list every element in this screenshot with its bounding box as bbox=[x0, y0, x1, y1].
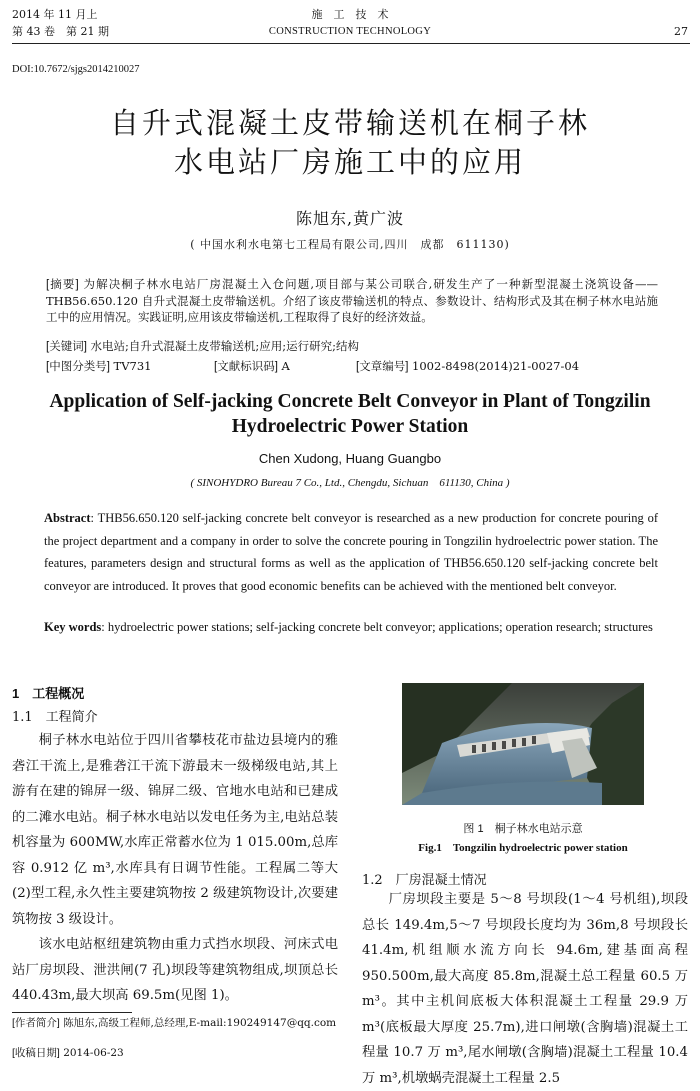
abstract-cn bbox=[46, 276, 658, 325]
footnote-author-label: [作者简介] bbox=[12, 1017, 60, 1029]
section-1-1-heading: 1.1 工程简介 bbox=[12, 710, 98, 725]
right-para: 厂房坝段主要是 5～8 号坝段(1～4 号机组),坝段总长 149.4m,5～7 号坝段长度均为 36m,8 号坝段长 41.4m,机组顺水流方向长 94.6m,建基面高程 950.500m,最大高度 85.8m,混凝土总工程量 60.5 万 m³。其中主机间底板大体积混凝土工程量 29.9 万 m³(底板最大厚度 25.7m),进口闸墩(含胸墙)混凝土工程量 10.7 万 m³,尾水闸墩(含胸墙)混凝土工程量 10.4 万 m³,机墩蜗壳混凝土工程量 2.5 bbox=[362, 892, 688, 1086]
figure-1-image bbox=[402, 683, 644, 805]
left-para-2: 该水电站枢纽建筑物由重力式挡水坝段、河床式电站厂房坝段、泄洪闸(7 孔)坝段等建筑物组成,坝顶总长 440.43m,最大坝高 69.5m(见图 1)。 bbox=[12, 937, 338, 1003]
header-journal-cn: 施 工 技 术 bbox=[311, 8, 389, 21]
abstract-en-text: : THB56.650.120 self-jacking concrete belt conveyor is researched as a new production for concrete pouring of the project department and a company in order to solve the concrete pouring in Tongzilin hydroelectric power station. The features, parameters design and structural forms as well as the application of THB56.650.120 self-jacking concrete belt conveyor are introduced. It proves that good economic benefits can be achieved with the mentioned belt conveyor. bbox=[44, 511, 658, 593]
title-cn-line1: 自升式混凝土皮带输送机在桐子林 bbox=[109, 106, 590, 140]
article-number-value: 1002-8498(2014)21-0027-04 bbox=[412, 359, 580, 373]
authors-en: Chen Xudong, Huang Guangbo bbox=[258, 451, 442, 466]
article-number-label: [文章编号] bbox=[356, 361, 409, 373]
hydropower-station-illustration bbox=[402, 683, 644, 805]
keywords-en bbox=[44, 616, 658, 639]
affiliation-en: ( SINOHYDRO Bureau 7 Co., Ltd., Chengdu, Sichuan 611130, China ) bbox=[190, 477, 510, 489]
footnote-author-text: 陈旭东,高级工程师,总经理,E-mail:190249147@qq.com bbox=[63, 1017, 337, 1029]
header-volume: 第 43 卷 第 21 期 bbox=[12, 25, 109, 38]
keywords-cn-label: [关键词] bbox=[46, 341, 87, 353]
authors-cn: 陈旭东,黄广波 bbox=[295, 209, 405, 228]
abstract-cn-label: [摘要] bbox=[46, 279, 79, 291]
title-cn-line2: 水电站厂房施工中的应用 bbox=[173, 145, 526, 179]
keywords-cn bbox=[46, 338, 658, 355]
doc-code-value: A bbox=[281, 359, 290, 373]
header-journal-en: CONSTRUCTION TECHNOLOGY bbox=[268, 26, 432, 37]
keywords-cn-text: 水电站;自升式混凝土皮带输送机;应用;运行研究;结构 bbox=[90, 339, 360, 353]
doc-code bbox=[214, 358, 290, 375]
abstract-en-label: Abstract bbox=[44, 511, 91, 525]
article-number bbox=[356, 358, 579, 375]
clc-label: [中图分类号] bbox=[46, 361, 110, 373]
abstract-en bbox=[44, 507, 658, 597]
header-rule bbox=[12, 43, 690, 44]
keywords-en-label: Key words bbox=[44, 620, 102, 634]
footnote-received bbox=[12, 1046, 124, 1061]
section-1-heading: 1 工程概况 bbox=[12, 686, 85, 701]
abstract-cn-text: 为解决桐子林水电站厂房混凝土入仓问题,项目部与某公司联合,研发生产了一种新型混凝土浇筑设备——THB56.650.120 自升式混凝土皮带输送机。介绍了该皮带输送机的特点、参数设计、结构形式及其在桐子林水电站施工中的应用情况。实践证明,应用该皮带输送机,工程取得了良好的经济效益。 bbox=[46, 277, 659, 324]
affiliation-cn: ( 中国水利水电第七工程局有限公司,四川 成都 611130) bbox=[190, 238, 510, 251]
section-1-2-heading: 1.2 厂房混凝土情况 bbox=[362, 873, 487, 888]
doi: DOI:10.7672/sjgs2014210027 bbox=[12, 64, 140, 75]
left-para-1: 桐子林水电站位于四川省攀枝花市盐边县境内的雅砻江干流上,是雅砻江干流下游最末一级梯级电站,其上游有在建的锦屏一级、锦屏二级、官地水电站和已建成的二滩水电站。桐子林水电站以发电任务为主,电站总装机容量为 600MW,水库正常蓄水位为 1 015.00m,总库容 0.912 亿 m³,水库具有日调节性能。工程属二等大(2)型工程,永久性主要建筑物按 2 级建筑物设计,次要建筑物按 3 级设计。 bbox=[12, 733, 338, 927]
header-date: 2014 年 11 月上 bbox=[12, 8, 98, 21]
footnote-received-label: [收稿日期] bbox=[12, 1047, 60, 1059]
clc-value: TV731 bbox=[113, 359, 152, 373]
doc-code-label: [文献标识码] bbox=[214, 361, 278, 373]
footnote-author bbox=[12, 1016, 338, 1031]
footnote-rule bbox=[12, 1012, 132, 1013]
figure-1-caption-en: Fig.1 Tongzilin hydroelectric power station bbox=[418, 842, 628, 854]
figure-1-caption-cn: 图 1 桐子林水电站示意 bbox=[463, 823, 583, 835]
title-en-line2: Hydroelectric Power Station bbox=[231, 416, 469, 437]
page-number: 27 bbox=[674, 25, 688, 38]
clc bbox=[46, 358, 151, 375]
keywords-en-text: : hydroelectric power stations; self-jacking concrete belt conveyor; applications; operation research; structures bbox=[101, 620, 653, 634]
footnote-received-text: 2014-06-23 bbox=[63, 1047, 124, 1059]
title-en-line1: Application of Self-jacking Concrete Belt Conveyor in Plant of Tongzilin bbox=[49, 391, 651, 412]
